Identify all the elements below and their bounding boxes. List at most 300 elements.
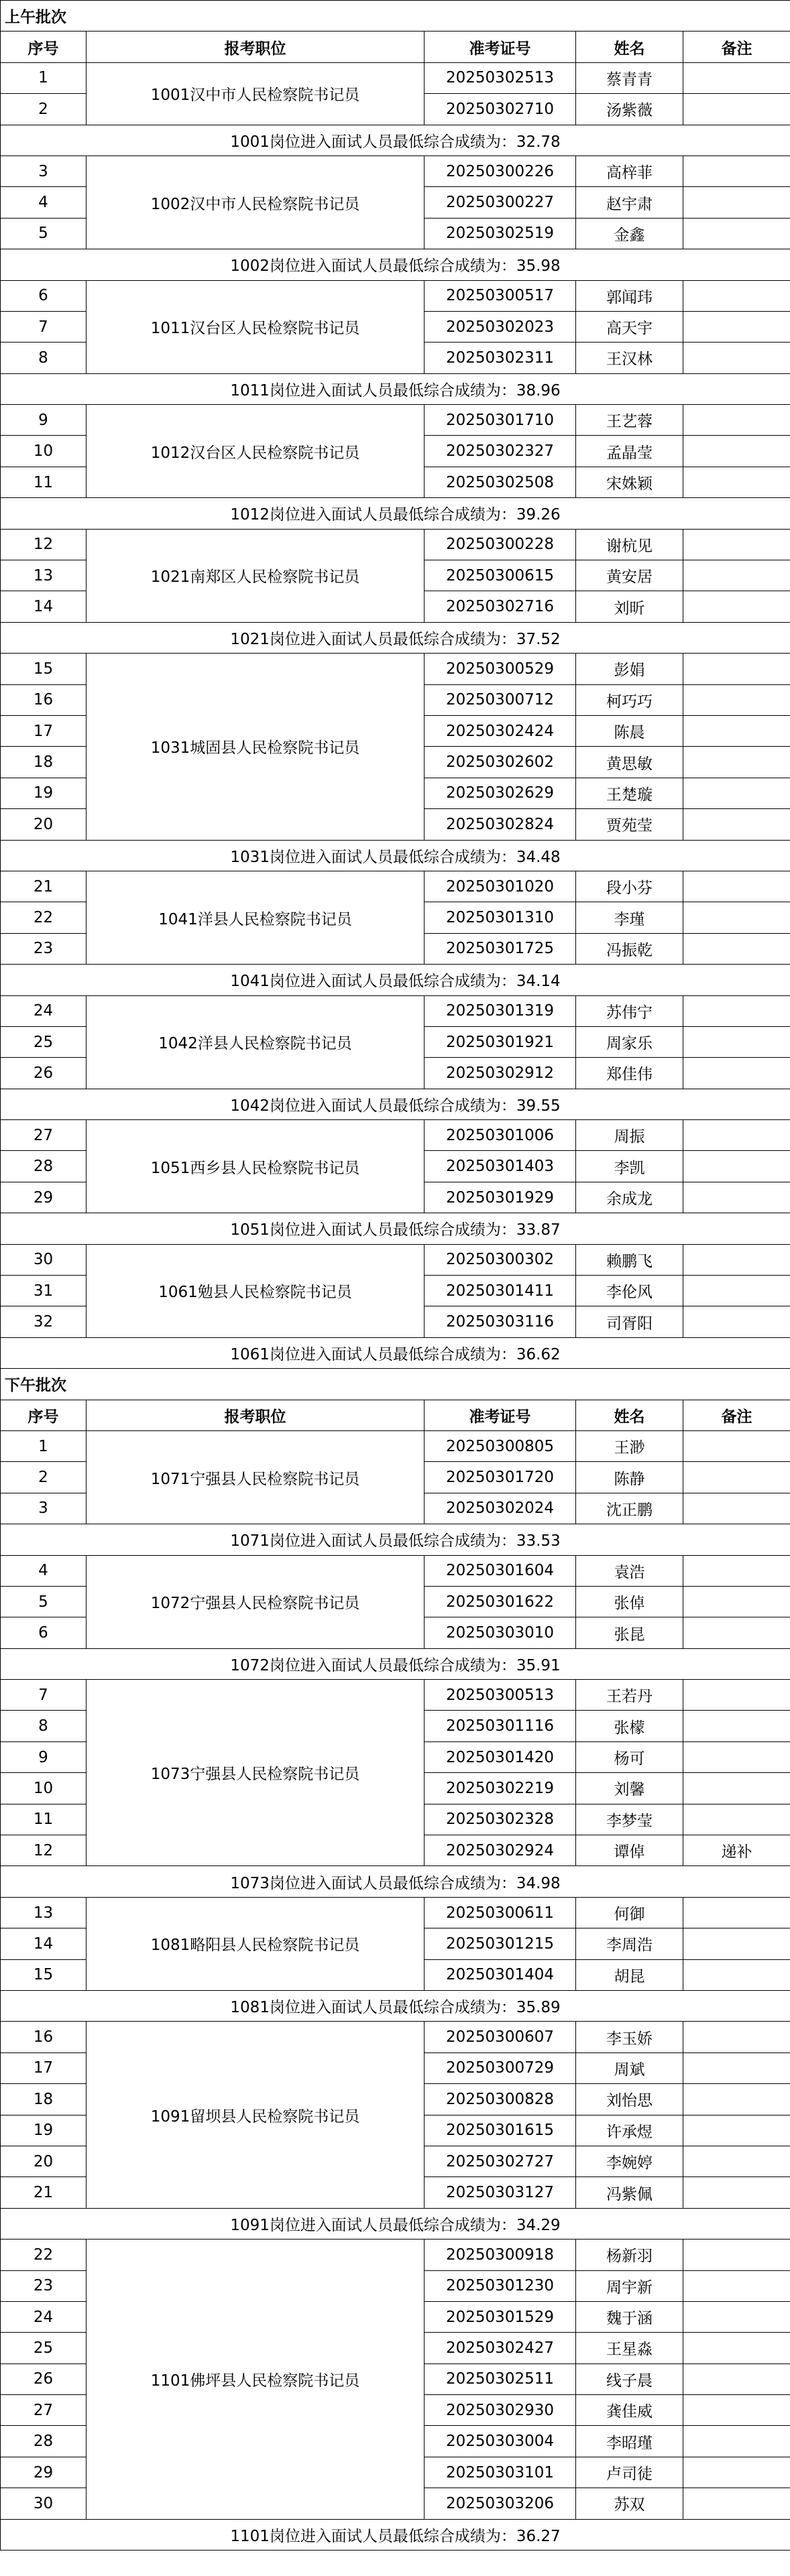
remark-cell bbox=[683, 2115, 790, 2146]
min-score-row bbox=[1, 1991, 790, 2022]
seq-cell: 16 bbox=[1, 2022, 87, 2052]
exam-id-cell: 20250301215 bbox=[425, 1928, 576, 1959]
position-cell: 1072宁强县人民检察院书记员 bbox=[87, 1555, 425, 1648]
seq-cell: 28 bbox=[1, 1151, 87, 1182]
seq-cell: 8 bbox=[1, 1711, 87, 1741]
exam-id-cell: 20250301720 bbox=[425, 1462, 576, 1493]
exam-id-cell: 20250303004 bbox=[425, 2426, 576, 2457]
remark-cell bbox=[683, 2022, 790, 2052]
exam-id-cell: 20250303127 bbox=[425, 2177, 576, 2208]
position-cell: 1081略阳县人民检察院书记员 bbox=[87, 1897, 425, 1990]
name-cell: 刘怡思 bbox=[576, 2084, 683, 2115]
remark-cell bbox=[683, 2301, 790, 2332]
exam-id-cell: 20250300712 bbox=[425, 684, 576, 715]
exam-id-cell: 20250301403 bbox=[425, 1151, 576, 1182]
remark-cell bbox=[683, 529, 790, 560]
name-cell: 王楚璇 bbox=[576, 778, 683, 808]
min-score-text: 1081岗位进入面试人员最低综合成绩为：35.89 bbox=[1, 1991, 790, 2022]
seq-cell: 18 bbox=[1, 747, 87, 778]
table-row bbox=[1, 1430, 790, 1461]
table-row bbox=[1, 529, 790, 560]
name-cell: 魏于涵 bbox=[576, 2301, 683, 2332]
remark-cell bbox=[683, 311, 790, 342]
remark-cell bbox=[683, 1586, 790, 1617]
name-cell: 王艺蓉 bbox=[576, 405, 683, 436]
exam-id-cell: 20250302930 bbox=[425, 2395, 576, 2426]
remark-cell bbox=[683, 747, 790, 778]
name-cell: 苏双 bbox=[576, 2488, 683, 2519]
name-cell: 李周浩 bbox=[576, 1928, 683, 1959]
name-cell: 张檬 bbox=[576, 1711, 683, 1741]
position-cell: 1001汉中市人民检察院书记员 bbox=[87, 62, 425, 125]
remark-cell bbox=[683, 280, 790, 311]
name-cell: 王若丹 bbox=[576, 1680, 683, 1711]
seq-cell: 30 bbox=[1, 1244, 87, 1275]
min-score-row bbox=[1, 1524, 790, 1555]
name-cell: 柯巧巧 bbox=[576, 684, 683, 715]
seq-cell: 4 bbox=[1, 187, 87, 218]
remark-cell bbox=[683, 187, 790, 218]
name-cell: 余成龙 bbox=[576, 1182, 683, 1213]
name-cell: 高梓菲 bbox=[576, 156, 683, 186]
seq-cell: 17 bbox=[1, 2052, 87, 2083]
remark-cell bbox=[683, 1555, 790, 1586]
exam-id-cell: 20250300227 bbox=[425, 187, 576, 218]
min-score-text: 1031岗位进入面试人员最低综合成绩为：34.48 bbox=[1, 840, 790, 871]
name-cell: 龚佳威 bbox=[576, 2395, 683, 2426]
exam-id-cell: 20250302824 bbox=[425, 809, 576, 840]
seq-cell: 6 bbox=[1, 280, 87, 311]
position-cell: 1041洋县人民检察院书记员 bbox=[87, 871, 425, 964]
header-exam-id: 准考证号 bbox=[425, 1400, 576, 1430]
exam-id-cell: 20250300517 bbox=[425, 280, 576, 311]
exam-id-cell: 20250302424 bbox=[425, 715, 576, 746]
seq-cell: 3 bbox=[1, 1493, 87, 1524]
name-cell: 刘昕 bbox=[576, 591, 683, 622]
header-position: 报考职位 bbox=[87, 32, 425, 62]
exam-id-cell: 20250301921 bbox=[425, 1026, 576, 1057]
min-score-row bbox=[1, 1213, 790, 1244]
position-cell: 1073宁强县人民检察院书记员 bbox=[87, 1680, 425, 1866]
remark-cell bbox=[683, 1026, 790, 1057]
min-score-row bbox=[1, 2519, 790, 2550]
batch-title-row bbox=[1, 1369, 790, 1400]
min-score-row bbox=[1, 2208, 790, 2239]
seq-cell: 6 bbox=[1, 1617, 87, 1648]
exam-id-cell: 20250302311 bbox=[425, 343, 576, 373]
seq-cell: 22 bbox=[1, 902, 87, 933]
name-cell: 张昆 bbox=[576, 1617, 683, 1648]
exam-id-cell: 20250302924 bbox=[425, 1835, 576, 1866]
exam-id-cell: 20250302024 bbox=[425, 1493, 576, 1524]
position-cell: 1012汉台区人民检察院书记员 bbox=[87, 405, 425, 498]
seq-cell: 25 bbox=[1, 1026, 87, 1057]
exam-id-cell: 20250303010 bbox=[425, 1617, 576, 1648]
seq-cell: 24 bbox=[1, 995, 87, 1026]
remark-cell bbox=[683, 1711, 790, 1741]
exam-id-cell: 20250302727 bbox=[425, 2146, 576, 2176]
exam-id-cell: 20250302327 bbox=[425, 436, 576, 467]
name-cell: 李瑾 bbox=[576, 902, 683, 933]
remark-cell bbox=[683, 684, 790, 715]
seq-cell: 7 bbox=[1, 1680, 87, 1711]
remark-cell bbox=[683, 1276, 790, 1306]
remark-cell bbox=[683, 1430, 790, 1461]
table-row bbox=[1, 1897, 790, 1928]
min-score-row bbox=[1, 1648, 790, 1679]
seq-cell: 5 bbox=[1, 1586, 87, 1617]
remark-cell bbox=[683, 1617, 790, 1648]
exam-id-cell: 20250301020 bbox=[425, 871, 576, 902]
remark-cell bbox=[683, 1928, 790, 1959]
name-cell: 苏伟宁 bbox=[576, 995, 683, 1026]
remark-cell bbox=[683, 1741, 790, 1772]
exam-id-cell: 20250300513 bbox=[425, 1680, 576, 1711]
name-cell: 黄思敏 bbox=[576, 747, 683, 778]
table-row bbox=[1, 654, 790, 684]
position-cell: 1042洋县人民检察院书记员 bbox=[87, 995, 425, 1089]
min-score-text: 1042岗位进入面试人员最低综合成绩为：39.55 bbox=[1, 1089, 790, 1119]
position-cell: 1091留坝县人民检察院书记员 bbox=[87, 2022, 425, 2208]
table-row bbox=[1, 62, 790, 93]
position-cell: 1011汉台区人民检察院书记员 bbox=[87, 280, 425, 373]
header-name: 姓名 bbox=[576, 1400, 683, 1430]
name-cell: 李伦风 bbox=[576, 1276, 683, 1306]
name-cell: 周宇新 bbox=[576, 2270, 683, 2301]
exam-id-cell: 20250301230 bbox=[425, 2270, 576, 2301]
exam-id-cell: 20250302710 bbox=[425, 94, 576, 125]
seq-cell: 10 bbox=[1, 436, 87, 467]
seq-cell: 12 bbox=[1, 529, 87, 560]
remark-cell bbox=[683, 933, 790, 964]
name-cell: 袁浩 bbox=[576, 1555, 683, 1586]
exam-id-cell: 20250302602 bbox=[425, 747, 576, 778]
name-cell: 孟晶莹 bbox=[576, 436, 683, 467]
remark-cell bbox=[683, 871, 790, 902]
name-cell: 谭倬 bbox=[576, 1835, 683, 1866]
seq-cell: 2 bbox=[1, 94, 87, 125]
min-score-text: 1051岗位进入面试人员最低综合成绩为：33.87 bbox=[1, 1213, 790, 1244]
exam-id-cell: 20250301411 bbox=[425, 1276, 576, 1306]
name-cell: 黄安居 bbox=[576, 560, 683, 591]
min-score-row bbox=[1, 622, 790, 653]
name-cell: 谢杭见 bbox=[576, 529, 683, 560]
remark-cell bbox=[683, 1959, 790, 1990]
exam-id-cell: 20250302716 bbox=[425, 591, 576, 622]
name-cell: 许承煜 bbox=[576, 2115, 683, 2146]
table-row bbox=[1, 156, 790, 186]
header-row bbox=[1, 32, 790, 62]
name-cell: 司胥阳 bbox=[576, 1306, 683, 1337]
position-cell: 1031城固县人民检察院书记员 bbox=[87, 654, 425, 840]
table-row bbox=[1, 995, 790, 1026]
remark-cell bbox=[683, 2084, 790, 2115]
batch-title-row bbox=[1, 1, 790, 32]
min-score-row bbox=[1, 1337, 790, 1368]
remark-cell bbox=[683, 1151, 790, 1182]
exam-id-cell: 20250302023 bbox=[425, 311, 576, 342]
name-cell: 汤紫薇 bbox=[576, 94, 683, 125]
exam-id-cell: 20250300615 bbox=[425, 560, 576, 591]
name-cell: 冯振乾 bbox=[576, 933, 683, 964]
remark-cell bbox=[683, 2052, 790, 2083]
min-score-text: 1021岗位进入面试人员最低综合成绩为：37.52 bbox=[1, 622, 790, 653]
remark-cell bbox=[683, 591, 790, 622]
seq-cell: 21 bbox=[1, 871, 87, 902]
position-cell: 1101佛坪县人民检察院书记员 bbox=[87, 2240, 425, 2520]
seq-cell: 15 bbox=[1, 1959, 87, 1990]
remark-cell bbox=[683, 2146, 790, 2176]
min-score-text: 1012岗位进入面试人员最低综合成绩为：39.26 bbox=[1, 498, 790, 529]
header-name: 姓名 bbox=[576, 32, 683, 62]
remark-cell bbox=[683, 995, 790, 1026]
remark-cell bbox=[683, 2240, 790, 2270]
remark-cell bbox=[683, 405, 790, 436]
exam-id-cell: 20250302513 bbox=[425, 62, 576, 93]
remark-cell: 递补 bbox=[683, 1835, 790, 1866]
remark-cell bbox=[683, 778, 790, 808]
seq-cell: 28 bbox=[1, 2426, 87, 2457]
exam-id-cell: 20250301725 bbox=[425, 933, 576, 964]
seq-cell: 14 bbox=[1, 591, 87, 622]
seq-cell: 29 bbox=[1, 2457, 87, 2488]
remark-cell bbox=[683, 1244, 790, 1275]
position-cell: 1051西乡县人民检察院书记员 bbox=[87, 1120, 425, 1213]
min-score-row bbox=[1, 498, 790, 529]
name-cell: 何御 bbox=[576, 1897, 683, 1928]
seq-cell: 1 bbox=[1, 62, 87, 93]
exam-id-cell: 20250301529 bbox=[425, 2301, 576, 2332]
position-cell: 1061勉县人民检察院书记员 bbox=[87, 1244, 425, 1337]
exam-id-cell: 20250301310 bbox=[425, 902, 576, 933]
seq-cell: 15 bbox=[1, 654, 87, 684]
seq-cell: 19 bbox=[1, 2115, 87, 2146]
seq-cell: 18 bbox=[1, 2084, 87, 2115]
seq-cell: 27 bbox=[1, 1120, 87, 1151]
seq-cell: 10 bbox=[1, 1773, 87, 1804]
header-row bbox=[1, 1400, 790, 1430]
batch-title: 下午批次 bbox=[1, 1369, 790, 1400]
min-score-text: 1011岗位进入面试人员最低综合成绩为：38.96 bbox=[1, 373, 790, 404]
remark-cell bbox=[683, 2395, 790, 2426]
exam-id-cell: 20250301116 bbox=[425, 1711, 576, 1741]
batch-title: 上午批次 bbox=[1, 1, 790, 32]
exam-id-cell: 20250301604 bbox=[425, 1555, 576, 1586]
seq-cell: 14 bbox=[1, 1928, 87, 1959]
position-cell: 1002汉中市人民检察院书记员 bbox=[87, 156, 425, 249]
remark-cell bbox=[683, 1773, 790, 1804]
exam-id-cell: 20250300729 bbox=[425, 2052, 576, 2083]
exam-id-cell: 20250300226 bbox=[425, 156, 576, 186]
remark-cell bbox=[683, 1804, 790, 1835]
remark-cell bbox=[683, 1182, 790, 1213]
name-cell: 李梦莹 bbox=[576, 1804, 683, 1835]
remark-cell bbox=[683, 1120, 790, 1151]
remark-cell bbox=[683, 62, 790, 93]
seq-cell: 20 bbox=[1, 809, 87, 840]
name-cell: 李凯 bbox=[576, 1151, 683, 1182]
remark-cell bbox=[683, 1462, 790, 1493]
min-score-row bbox=[1, 1089, 790, 1119]
name-cell: 郭闻玮 bbox=[576, 280, 683, 311]
exam-id-cell: 20250300805 bbox=[425, 1430, 576, 1461]
exam-id-cell: 20250301710 bbox=[425, 405, 576, 436]
seq-cell: 22 bbox=[1, 2240, 87, 2270]
min-score-text: 1001岗位进入面试人员最低综合成绩为：32.78 bbox=[1, 125, 790, 156]
name-cell: 周家乐 bbox=[576, 1026, 683, 1057]
seq-cell: 26 bbox=[1, 2364, 87, 2394]
position-cell: 1071宁强县人民检察院书记员 bbox=[87, 1430, 425, 1524]
table-row bbox=[1, 280, 790, 311]
remark-cell bbox=[683, 2426, 790, 2457]
table-row bbox=[1, 1120, 790, 1151]
exam-id-cell: 20250300529 bbox=[425, 654, 576, 684]
seq-cell: 29 bbox=[1, 1182, 87, 1213]
exam-id-cell: 20250301319 bbox=[425, 995, 576, 1026]
seq-cell: 11 bbox=[1, 1804, 87, 1835]
name-cell: 线子晨 bbox=[576, 2364, 683, 2394]
seq-cell: 17 bbox=[1, 715, 87, 746]
seq-cell: 9 bbox=[1, 1741, 87, 1772]
remark-cell bbox=[683, 94, 790, 125]
remark-cell bbox=[683, 1058, 790, 1089]
remark-cell bbox=[683, 2177, 790, 2208]
exam-id-cell: 20250302328 bbox=[425, 1804, 576, 1835]
position-cell: 1021南郑区人民检察院书记员 bbox=[87, 529, 425, 622]
exam-id-cell: 20250301404 bbox=[425, 1959, 576, 1990]
remark-cell bbox=[683, 560, 790, 591]
remark-cell bbox=[683, 1897, 790, 1928]
remark-cell bbox=[683, 1493, 790, 1524]
seq-cell: 27 bbox=[1, 2395, 87, 2426]
name-cell: 李婉婷 bbox=[576, 2146, 683, 2176]
exam-id-cell: 20250303206 bbox=[425, 2488, 576, 2519]
exam-id-cell: 20250302511 bbox=[425, 2364, 576, 2394]
min-score-row bbox=[1, 965, 790, 995]
header-exam-id: 准考证号 bbox=[425, 32, 576, 62]
min-score-text: 1101岗位进入面试人员最低综合成绩为：36.27 bbox=[1, 2519, 790, 2550]
seq-cell: 16 bbox=[1, 684, 87, 715]
remark-cell bbox=[683, 1306, 790, 1337]
name-cell: 沈正鹏 bbox=[576, 1493, 683, 1524]
name-cell: 高天宇 bbox=[576, 311, 683, 342]
name-cell: 冯紫佩 bbox=[576, 2177, 683, 2208]
remark-cell bbox=[683, 809, 790, 840]
remark-cell bbox=[683, 2457, 790, 2488]
seq-cell: 3 bbox=[1, 156, 87, 186]
exam-id-cell: 20250303116 bbox=[425, 1306, 576, 1337]
name-cell: 贾苑莹 bbox=[576, 809, 683, 840]
name-cell: 杨可 bbox=[576, 1741, 683, 1772]
exam-id-cell: 20250300302 bbox=[425, 1244, 576, 1275]
remark-cell bbox=[683, 654, 790, 684]
table-row bbox=[1, 1555, 790, 1586]
name-cell: 郑佳伟 bbox=[576, 1058, 683, 1089]
name-cell: 赖鹏飞 bbox=[576, 1244, 683, 1275]
exam-id-cell: 20250300918 bbox=[425, 2240, 576, 2270]
remark-cell bbox=[683, 715, 790, 746]
seq-cell: 9 bbox=[1, 405, 87, 436]
min-score-row bbox=[1, 1866, 790, 1897]
min-score-text: 1091岗位进入面试人员最低综合成绩为：34.29 bbox=[1, 2208, 790, 2239]
exam-id-cell: 20250301622 bbox=[425, 1586, 576, 1617]
min-score-row bbox=[1, 125, 790, 156]
min-score-text: 1002岗位进入面试人员最低综合成绩为：35.98 bbox=[1, 249, 790, 280]
name-cell: 李昭瑾 bbox=[576, 2426, 683, 2457]
seq-cell: 8 bbox=[1, 343, 87, 373]
interview-list-body bbox=[1, 1, 790, 2551]
remark-cell bbox=[683, 156, 790, 186]
header-position: 报考职位 bbox=[87, 1400, 425, 1430]
seq-cell: 32 bbox=[1, 1306, 87, 1337]
name-cell: 王星淼 bbox=[576, 2333, 683, 2364]
remark-cell bbox=[683, 2364, 790, 2394]
name-cell: 刘馨 bbox=[576, 1773, 683, 1804]
exam-id-cell: 20250302629 bbox=[425, 778, 576, 808]
name-cell: 陈静 bbox=[576, 1462, 683, 1493]
seq-cell: 11 bbox=[1, 467, 87, 497]
name-cell: 周振 bbox=[576, 1120, 683, 1151]
remark-cell bbox=[683, 2270, 790, 2301]
exam-id-cell: 20250301006 bbox=[425, 1120, 576, 1151]
exam-id-cell: 20250303101 bbox=[425, 2457, 576, 2488]
exam-id-cell: 20250302912 bbox=[425, 1058, 576, 1089]
exam-id-cell: 20250301420 bbox=[425, 1741, 576, 1772]
seq-cell: 26 bbox=[1, 1058, 87, 1089]
min-score-row bbox=[1, 249, 790, 280]
remark-cell bbox=[683, 467, 790, 497]
name-cell: 卢司徒 bbox=[576, 2457, 683, 2488]
min-score-text: 1072岗位进入面试人员最低综合成绩为：35.91 bbox=[1, 1648, 790, 1679]
seq-cell: 20 bbox=[1, 2146, 87, 2176]
table-row bbox=[1, 1244, 790, 1275]
name-cell: 宋姝颖 bbox=[576, 467, 683, 497]
exam-id-cell: 20250301615 bbox=[425, 2115, 576, 2146]
exam-id-cell: 20250300607 bbox=[425, 2022, 576, 2052]
seq-cell: 5 bbox=[1, 218, 87, 249]
remark-cell bbox=[683, 218, 790, 249]
seq-cell: 1 bbox=[1, 1430, 87, 1461]
min-score-text: 1061岗位进入面试人员最低综合成绩为：36.62 bbox=[1, 1337, 790, 1368]
exam-id-cell: 20250300828 bbox=[425, 2084, 576, 2115]
table-row bbox=[1, 2240, 790, 2270]
seq-cell: 30 bbox=[1, 2488, 87, 2519]
name-cell: 蔡青青 bbox=[576, 62, 683, 93]
remark-cell bbox=[683, 1680, 790, 1711]
table-row bbox=[1, 2022, 790, 2052]
name-cell: 彭娟 bbox=[576, 654, 683, 684]
seq-cell: 21 bbox=[1, 2177, 87, 2208]
seq-cell: 13 bbox=[1, 560, 87, 591]
exam-id-cell: 20250302519 bbox=[425, 218, 576, 249]
remark-cell bbox=[683, 436, 790, 467]
min-score-row bbox=[1, 840, 790, 871]
min-score-text: 1073岗位进入面试人员最低综合成绩为：34.98 bbox=[1, 1866, 790, 1897]
seq-cell: 25 bbox=[1, 2333, 87, 2364]
seq-cell: 23 bbox=[1, 933, 87, 964]
exam-id-cell: 20250302508 bbox=[425, 467, 576, 497]
name-cell: 陈晨 bbox=[576, 715, 683, 746]
header-seq: 序号 bbox=[1, 32, 87, 62]
name-cell: 王汉林 bbox=[576, 343, 683, 373]
name-cell: 金鑫 bbox=[576, 218, 683, 249]
seq-cell: 2 bbox=[1, 1462, 87, 1493]
exam-id-cell: 20250301929 bbox=[425, 1182, 576, 1213]
name-cell: 杨新羽 bbox=[576, 2240, 683, 2270]
exam-id-cell: 20250300611 bbox=[425, 1897, 576, 1928]
seq-cell: 12 bbox=[1, 1835, 87, 1866]
name-cell: 段小芬 bbox=[576, 871, 683, 902]
